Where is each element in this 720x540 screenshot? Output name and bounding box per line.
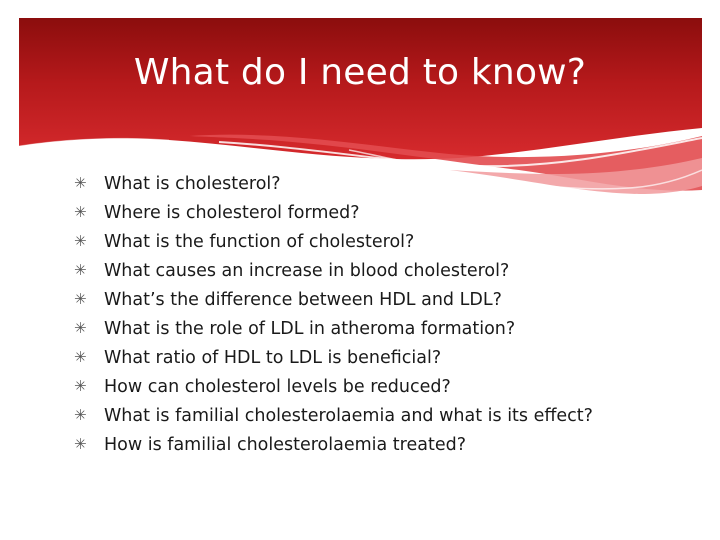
asterisk-icon: ✳ (74, 261, 87, 279)
bullet-text: What is the function of cholesterol? (104, 231, 415, 252)
asterisk-icon: ✳ (74, 203, 87, 221)
list-item (74, 256, 593, 285)
bullet-text: What’s the difference between HDL and LDL? (104, 289, 502, 310)
list-item (74, 343, 593, 372)
bullet-text: Where is cholesterol formed? (104, 202, 360, 223)
asterisk-icon: ✳ (74, 232, 87, 250)
list-item (74, 372, 593, 401)
page-title: What do I need to know? (133, 52, 587, 93)
bullet-text: What ratio of HDL to LDL is beneficial? (104, 347, 442, 368)
list-item (74, 314, 593, 343)
bullet-text: What is familial cholesterolaemia and what is its effect? (104, 405, 593, 426)
list-item (74, 430, 593, 459)
list-item (74, 401, 593, 430)
bullet-list (74, 169, 593, 459)
asterisk-icon: ✳ (74, 290, 87, 308)
asterisk-icon: ✳ (74, 435, 87, 453)
bullet-text: How is familial cholesterolaemia treated? (104, 434, 466, 455)
list-item (74, 169, 593, 198)
list-item (74, 227, 593, 256)
bullet-text: What is cholesterol? (104, 173, 281, 194)
bullet-text: How can cholesterol levels be reduced? (104, 376, 451, 397)
asterisk-icon: ✳ (74, 377, 87, 395)
bullet-text: What is the role of LDL in atheroma formation? (104, 318, 516, 339)
list-item (74, 285, 593, 314)
asterisk-icon: ✳ (74, 319, 87, 337)
list-item (74, 198, 593, 227)
asterisk-icon: ✳ (74, 348, 87, 366)
asterisk-icon: ✳ (74, 406, 87, 424)
bullet-text: What causes an increase in blood cholesterol? (104, 260, 510, 281)
asterisk-icon: ✳ (74, 174, 87, 192)
